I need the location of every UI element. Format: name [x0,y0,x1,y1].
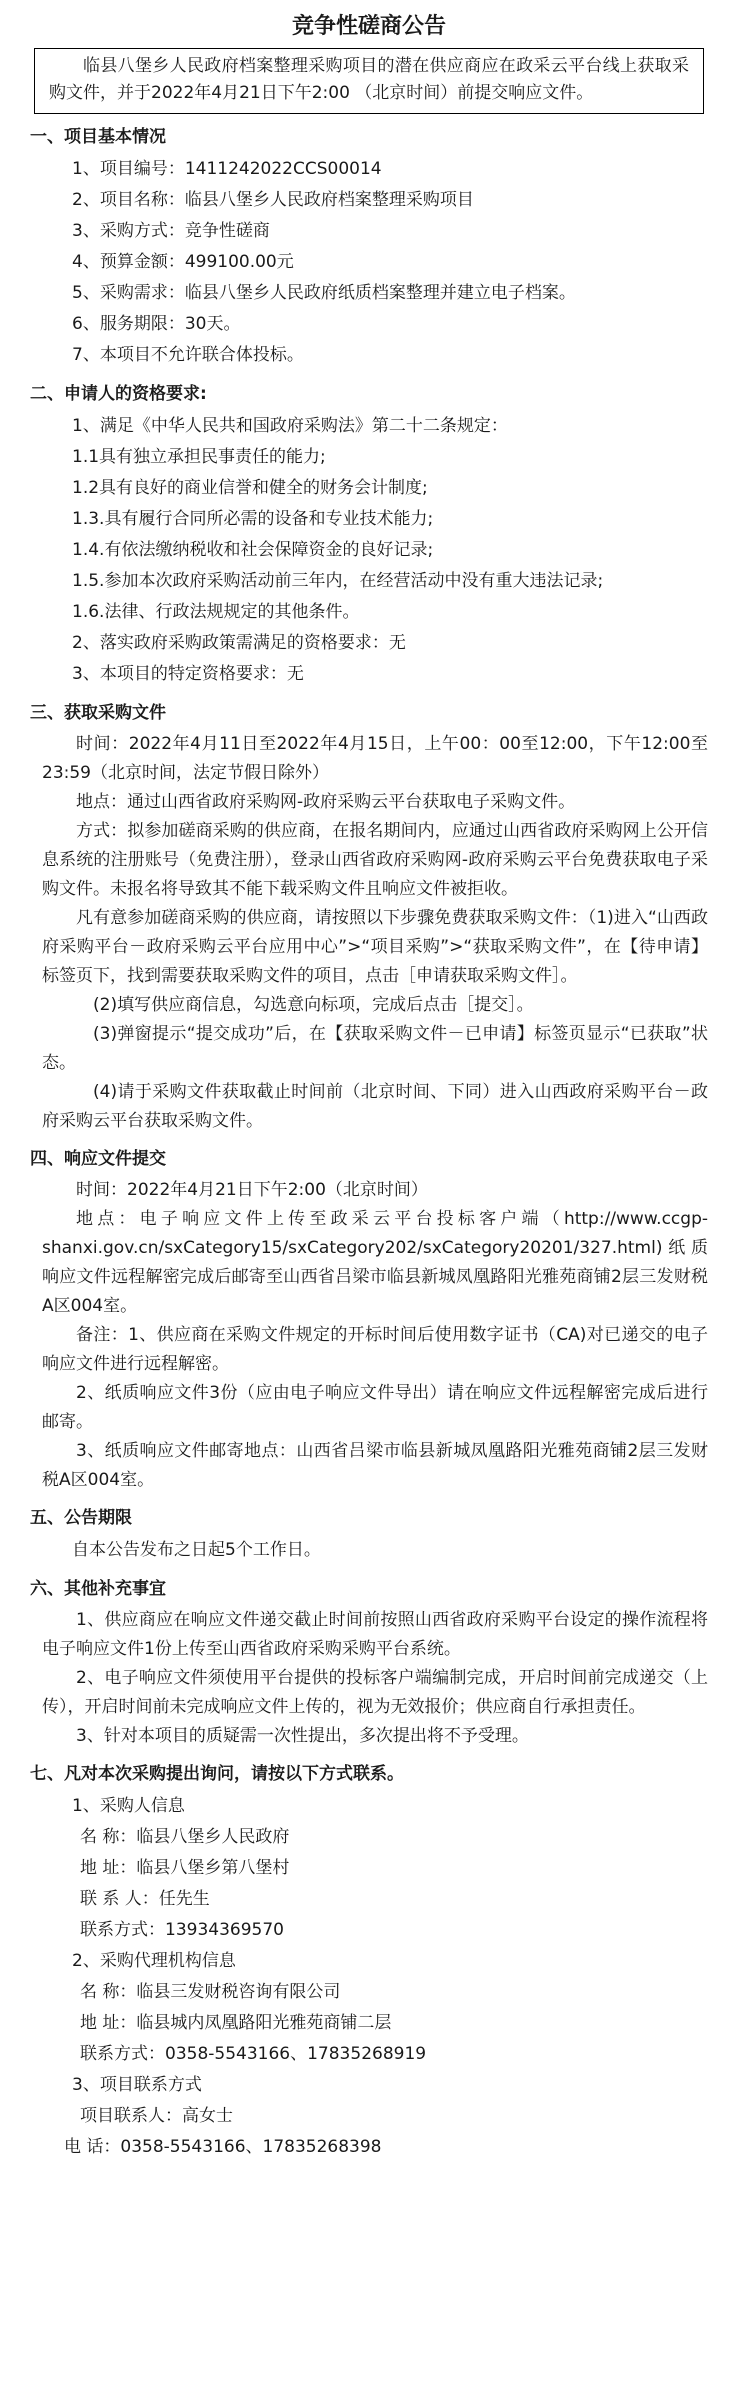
project-contact-title: 3、项目联系方式 [72,2075,202,2095]
obtain-step: (4)请于采购文件获取截止时间前（北京时间、下同）进入山西政府采购平台－政府采购云平台获取采购文件。 [42,1082,708,1131]
document-title: 竞争性磋商公告 [291,14,446,39]
submission-note: 备注：1、供应商在采购文件规定的开标时间后使用数字证书（CA)对已递交的电子响应文件进行远程解密。 [42,1325,708,1374]
submission-note: 2、纸质响应文件3份（应由电子响应文件导出）请在响应文件远程解密完成后进行邮寄。 [42,1383,708,1432]
obtain-time: 时间：2022年4月11日至2022年4月15日，上午00：00至12:00，下午12:00至23:59（北京时间，法定节假日除外） [42,734,708,783]
other-matter-item: 2、电子响应文件须使用平台提供的投标客户端编制完成，开启时间前完成递交（上传），开启时间前未完成响应文件上传的，视为无效报价；供应商自行承担责任。 [42,1668,708,1717]
purchaser-address: 地 址：临县八堡乡第八堡村 [80,1858,290,1878]
section-heading-contacts: 七、凡对本次采购提出询问，请按以下方式联系。 [30,1764,404,1784]
qualification-item: 3、本项目的特定资格要求：无 [72,664,304,684]
obtain-step: (2)填写供应商信息，勾选意向标项，完成后点击［提交］。 [93,995,534,1015]
qualification-item: 1.1具有独立承担民事责任的能力; [72,447,326,467]
section-heading-obtain-documents: 三、获取采购文件 [30,703,166,723]
qualification-item: 2、落实政府采购政策需满足的资格要求：无 [72,633,406,653]
section-heading-qualifications: 二、申请人的资格要求: [30,384,207,404]
purchaser-contact: 联 系 人：任先生 [80,1889,210,1909]
project-name: 2、项目名称：临县八堡乡人民政府档案整理采购项目 [72,190,474,210]
obtain-step: (3)弹窗提示“提交成功”后，在【获取采购文件－已申请】标签页显示“已获取”状态。 [42,1024,708,1073]
agency-info-title: 2、采购代理机构信息 [72,1951,236,1971]
obtain-method: 方式：拟参加磋商采购的供应商，在报名期间内，应通过山西省政府采购网上公开信息系统的注册账号（免费注册），登录山西省政府采购网-政府采购云平台免费获取电子采购文件。未报名将导致其不能下载采购文件且响应文件被拒收。 [42,821,708,899]
qualification-item: 1.4.有依法缴纳税收和社会保障资金的良好记录; [72,540,434,560]
qualification-item: 1.2具有良好的商业信誉和健全的财务会计制度; [72,478,428,498]
section-heading-notice-period: 五、公告期限 [30,1508,132,1528]
submission-note: 3、纸质响应文件邮寄地点：山西省吕梁市临县新城凤凰路阳光雅苑商铺2层三发财税A区004室。 [42,1441,708,1490]
qualification-item: 1.3.具有履行合同所必需的设备和专业技术能力; [72,509,434,529]
notice-period-text: 自本公告发布之日起5个工作日。 [72,1540,321,1560]
qualification-item: 1、满足《中华人民共和国政府采购法》第二十二条规定： [72,416,508,436]
purchaser-info-title: 1、采购人信息 [72,1796,185,1816]
submission-time: 时间：2022年4月21日下午2:00（北京时间） [76,1180,428,1200]
procurement-requirement: 5、采购需求：临县八堡乡人民政府纸质档案整理并建立电子档案。 [72,283,576,303]
section-heading-submission: 四、响应文件提交 [30,1149,166,1169]
budget-amount: 4、预算金额：499100.00元 [72,252,294,272]
qualification-item: 1.6.法律、行政法规规定的其他条件。 [72,602,360,622]
agency-name: 名 称：临县三发财税咨询有限公司 [80,1982,341,2002]
qualification-item: 1.5.参加本次政府采购活动前三年内，在经营活动中没有重大违法记录; [72,571,604,591]
agency-address: 地 址：临县城内凤凰路阳光雅苑商铺二层 [80,2013,392,2033]
notice-box: 临县八堡乡人民政府档案整理采购项目的潜在供应商应在政采云平台线上获取采购文件，并于2022年4月21日下午2:00 （北京时间）前提交响应文件。 [34,48,704,114]
project-contact-phone: 电 话：0358-5543166、17835268398 [64,2137,382,2157]
service-period: 6、服务期限：30天。 [72,314,241,334]
agency-phone: 联系方式：0358-5543166、17835268919 [80,2044,427,2064]
purchaser-phone: 联系方式：13934369570 [80,1920,284,1940]
obtain-place: 地点：通过山西省政府采购网-政府采购云平台获取电子采购文件。 [76,792,576,812]
section-heading-other-matters: 六、其他补充事宜 [30,1579,166,1599]
submission-place: 地点：电子响应文件上传至政采云平台投标客户端（http://www.ccgp-shanxi.gov.cn/sxCategory15/sxCategory202/sxCategory20201/327.html)纸质响应文件远程解密完成后邮寄至山西省吕梁市临县新城凤凰路阳光雅苑商铺2层三发财税A区004室。 [42,1209,708,1316]
project-number: 1、项目编号：1411242022CCS00014 [72,159,382,179]
section-heading-basic-info: 一、项目基本情况 [30,127,166,147]
other-matter-item: 3、针对本项目的质疑需一次性提出，多次提出将不予受理。 [76,1726,529,1746]
other-matter-item: 1、供应商应在响应文件递交截止时间前按照山西省政府采购平台设定的操作流程将电子响应文件1份上传至山西省政府采购采购平台系统。 [42,1610,708,1659]
purchaser-name: 名 称：临县八堡乡人民政府 [80,1827,290,1847]
procurement-method: 3、采购方式：竞争性磋商 [72,221,270,241]
project-contact-person: 项目联系人：高女士 [80,2106,233,2126]
consortium-note: 7、本项目不允许联合体投标。 [72,345,304,365]
obtain-step: 凡有意参加磋商采购的供应商，请按照以下步骤免费获取采购文件：（1)进入“山西政府采购平台－政府采购云平台应用中心”>“项目采购”>“获取采购文件”，在【待申请】标签页下，找到需要获取采购文件的项目，点击［申请获取采购文件］。 [42,908,708,986]
